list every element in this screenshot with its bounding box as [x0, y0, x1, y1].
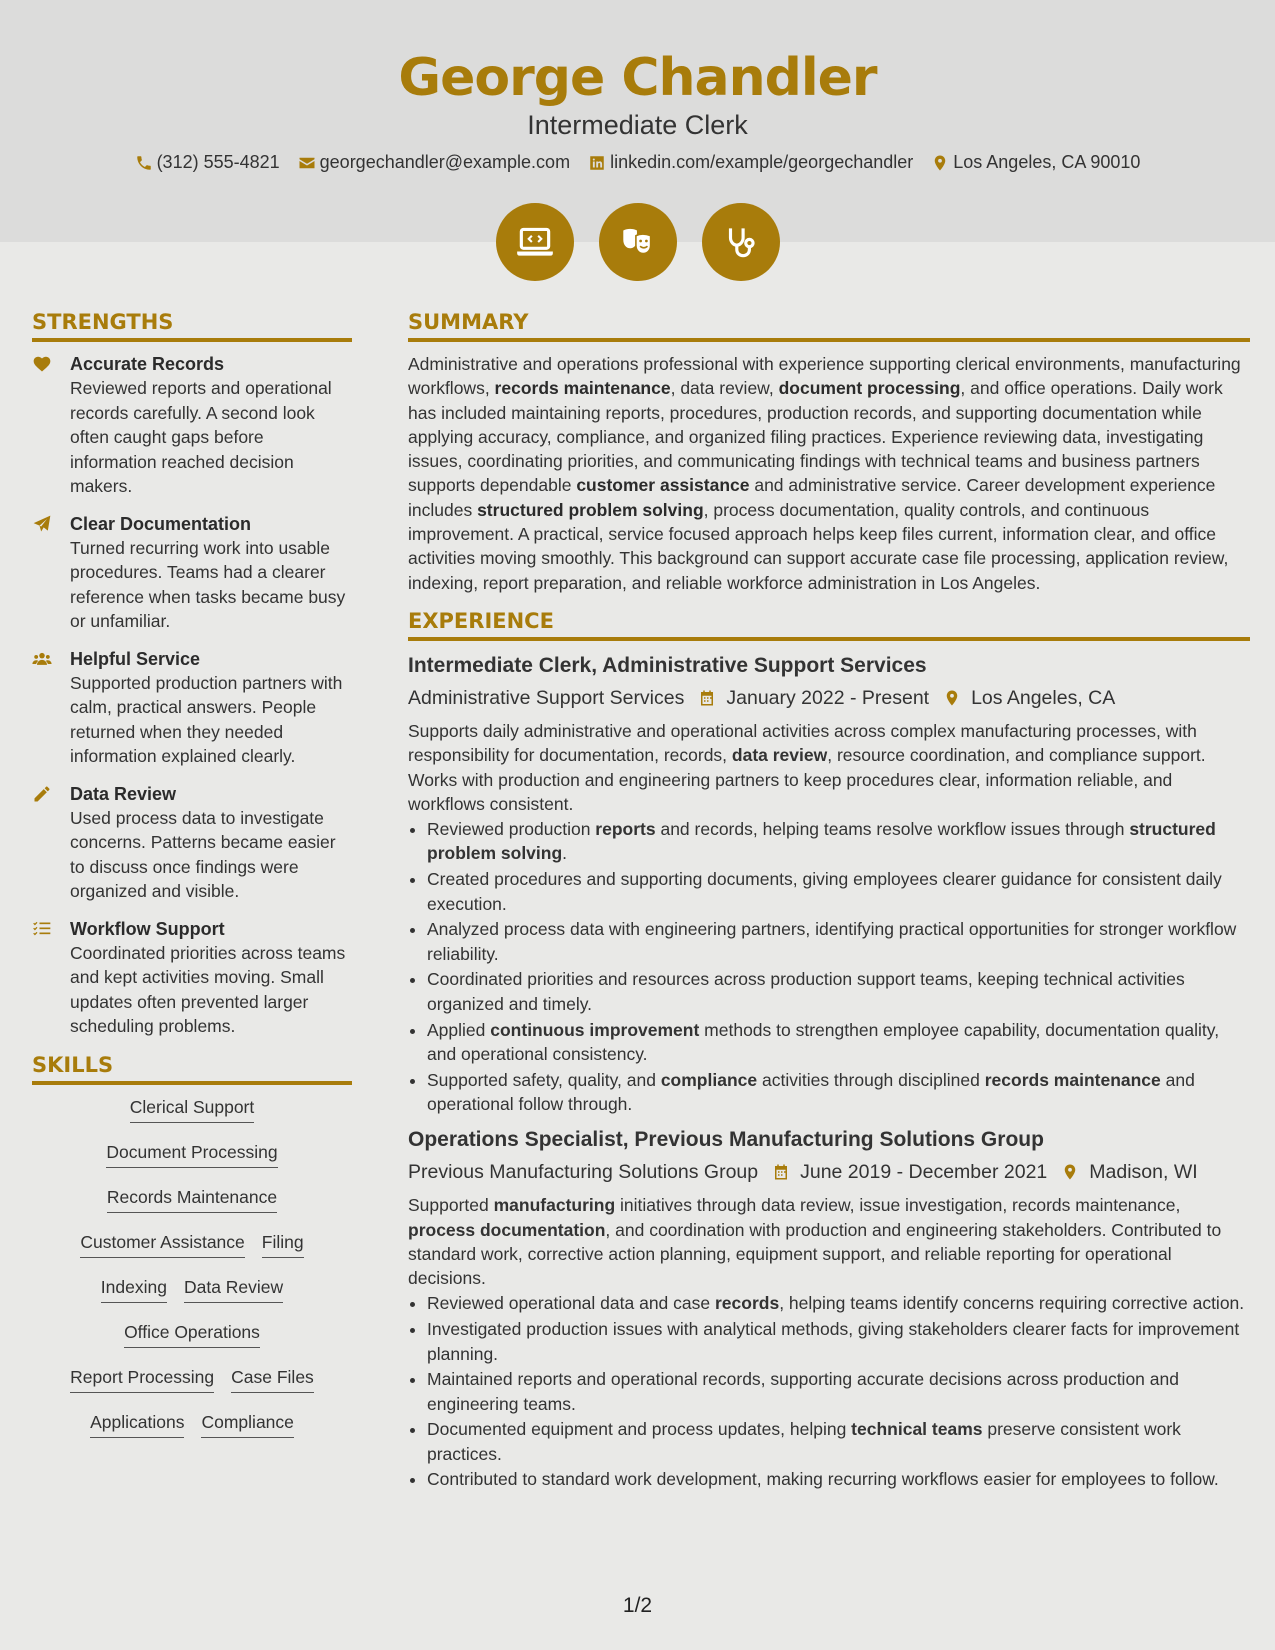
job-meta	[408, 1157, 1250, 1187]
skill-tag: Customer Assistance	[80, 1230, 244, 1258]
calendar-icon	[772, 1163, 790, 1181]
strength-item	[32, 512, 352, 634]
right-column	[408, 310, 1250, 1493]
stethoscope-badge	[702, 203, 780, 281]
job-bullets	[408, 817, 1250, 1116]
job-dates: January 2022 - Present	[726, 686, 930, 709]
location-text: Los Angeles, CA 90010	[953, 152, 1141, 172]
skills-row	[32, 1230, 352, 1275]
skill-tag: Report Processing	[70, 1365, 214, 1393]
job-bullet: • Documented equipment and process updates, helping technical teams preserve consistent work practices.	[427, 1417, 1250, 1466]
laptop-code-badge	[496, 203, 574, 281]
phone-icon	[135, 154, 153, 172]
map-pin-icon	[943, 689, 961, 707]
users-icon	[32, 649, 52, 669]
strength-text: Used process data to investigate concerns. Patterns became easier to discuss once findings were organized and visible.	[70, 807, 336, 901]
contact-linkedin[interactable]	[588, 152, 913, 173]
job-description: Supports daily administrative and operational activities across complex manufacturing processes, with responsibility for documentation, records, data review, resource coordination, and compliance support. Works with production and engineering partners to keep procedures clear, information reliable, and workflows consistent.	[408, 720, 1206, 814]
strength-title: Clear Documentation	[70, 513, 252, 534]
job-bullet: • Analyzed process data with engineering partners, identifying practical opportunities for stronger workflow reliability.	[427, 917, 1250, 966]
list-check-icon	[32, 919, 52, 939]
map-pin-icon	[1061, 1163, 1079, 1181]
skill-tag: Office Operations	[124, 1320, 260, 1348]
theater-masks-badge	[599, 203, 677, 281]
job-bullet: • Investigated production issues with analytical methods, giving stakeholders clearer facts for improvement planning.	[427, 1317, 1250, 1366]
strength-title: Data Review	[70, 783, 177, 804]
strength-text: Supported production partners with calm, practical answers. People returned when they needed information explained clearly.	[70, 672, 343, 766]
skill-tag: Case Files	[231, 1365, 314, 1393]
strength-title: Accurate Records	[70, 354, 225, 374]
strength-title: Workflow Support	[70, 918, 225, 939]
skill-tag: Document Processing	[106, 1140, 277, 1168]
job-entry	[408, 651, 1250, 1116]
skills-row	[32, 1095, 352, 1140]
strength-title: Helpful Service	[70, 648, 201, 669]
job-bullet: • Coordinated priorities and resources across production support teams, keeping technical activities organized and timely.	[427, 967, 1250, 1016]
email-text: georgechandler@example.com	[319, 152, 571, 172]
linkedin-text: linkedin.com/example/georgechandler	[610, 152, 914, 172]
contact-bar	[0, 152, 1275, 173]
skills-row	[32, 1320, 352, 1365]
candidate-name: George Chandler	[398, 48, 877, 108]
strength-text: Turned recurring work into usable procedures. Teams had a clearer reference when tasks became busy or unfamiliar.	[70, 537, 346, 631]
strength-item	[32, 647, 352, 769]
skill-tag: Clerical Support	[130, 1095, 255, 1123]
contact-location	[931, 152, 1140, 173]
skill-tag: Compliance	[201, 1410, 293, 1438]
job-location: Madison, WI	[1089, 1161, 1198, 1184]
job-bullets	[408, 1291, 1250, 1491]
stethoscope-icon	[720, 221, 762, 263]
job-bullet: • Reviewed operational data and case records, helping teams identify concerns requiring corrective action.	[427, 1291, 1250, 1315]
strength-text: Reviewed reports and operational records carefully. A second look often caught gaps before information reached decision makers.	[70, 378, 332, 496]
job-bullet: • Applied continuous improvement methods to strengthen employee capability, documentation quality, and operational consistency.	[427, 1018, 1250, 1067]
skill-tag: Indexing	[101, 1275, 167, 1303]
theater-masks-icon	[617, 221, 659, 263]
job-company: Administrative Support Services	[408, 686, 685, 709]
strength-item	[32, 782, 352, 904]
pencil-icon	[32, 784, 52, 804]
job-description: Supported manufacturing initiatives through data review, issue investigation, records maintenance, process documentation, and coordination with production and engineering stakeholders. Contributed to standard work, corrective action planning, equipment support, and reliable reporting for operational decisions.	[408, 1195, 1222, 1289]
job-bullet: • Created procedures and supporting documents, giving employees clearer guidance for consistent daily execution.	[427, 867, 1250, 916]
envelope-icon	[298, 154, 316, 172]
contact-email[interactable]	[298, 152, 570, 173]
page-number: 1/2	[622, 1594, 653, 1617]
summary-heading: SUMMARY	[408, 310, 1250, 342]
strengths-list	[32, 352, 352, 1039]
skills-heading: SKILLS	[32, 1053, 352, 1085]
job-bullet: • Contributed to standard work development, making recurring workflows easier for employees to follow.	[427, 1467, 1250, 1491]
job-company: Previous Manufacturing Solutions Group	[408, 1161, 759, 1184]
left-column	[32, 310, 352, 1455]
strength-item	[32, 352, 352, 499]
skill-tag: Records Maintenance	[107, 1185, 277, 1213]
calendar-icon	[698, 689, 716, 707]
skills-list	[32, 1095, 352, 1455]
strengths-heading: STRENGTHS	[32, 310, 352, 342]
experience-list	[408, 651, 1250, 1492]
job-bullet: • Supported safety, quality, and compliance activities through disciplined records maintenance and operational follow through.	[427, 1068, 1250, 1117]
skills-row	[32, 1365, 352, 1410]
job-title: Operations Specialist, Previous Manufacturing Solutions Group	[408, 1128, 1044, 1152]
job-bullet: • Reviewed production reports and records, helping teams resolve workflow issues through structured problem solving.	[427, 817, 1250, 866]
summary-text: Administrative and operations professional with experience supporting clerical environments, manufacturing workflows, records maintenance, data review, document processing, and office operations. Daily work has included maintaining reports, procedures, production records, and supporting documentation while applying accuracy, compliance, and organized filing practices. Experience reviewing data, investigating issues, coordinating priorities, and communicating findings with technical teams and business partners supports dependable customer assistance and administrative service. Career development experience includes structured problem solving, process documentation, quality controls, and continuous improvement. A practical, service focused approach helps keep files current, information clear, and office activities moving smoothly. This background can support accurate case file processing, application review, indexing, report preparation, and reliable workforce administration in Los Angeles.	[408, 354, 1241, 593]
skills-row	[32, 1275, 352, 1320]
laptop-code-icon	[514, 221, 556, 263]
job-meta	[408, 683, 1250, 713]
candidate-title: Intermediate Clerk	[527, 110, 748, 140]
skill-tag: Filing	[262, 1230, 304, 1258]
experience-heading: EXPERIENCE	[408, 609, 1250, 641]
strength-item	[32, 917, 352, 1039]
heart-icon	[32, 354, 52, 374]
linkedin-icon	[588, 154, 606, 172]
job-bullet: • Maintained reports and operational records, supporting accurate decisions across production and engineering teams.	[427, 1367, 1250, 1416]
skill-tag: Applications	[90, 1410, 184, 1438]
map-pin-icon	[931, 154, 949, 172]
skills-row	[32, 1185, 352, 1230]
job-entry	[408, 1125, 1250, 1492]
skills-row	[32, 1410, 352, 1455]
paper-plane-icon	[32, 514, 52, 534]
job-title: Intermediate Clerk, Administrative Support Services	[408, 653, 927, 677]
interest-badges	[0, 203, 1275, 281]
phone-text: (312) 555-4821	[156, 152, 280, 172]
strength-text: Coordinated priorities across teams and kept activities moving. Small updates often prevented larger scheduling problems.	[70, 942, 346, 1036]
job-dates: June 2019 - December 2021	[800, 1161, 1048, 1184]
job-location: Los Angeles, CA	[971, 686, 1116, 709]
contact-phone[interactable]	[135, 152, 280, 173]
skills-row	[32, 1140, 352, 1185]
skill-tag: Data Review	[184, 1275, 283, 1303]
